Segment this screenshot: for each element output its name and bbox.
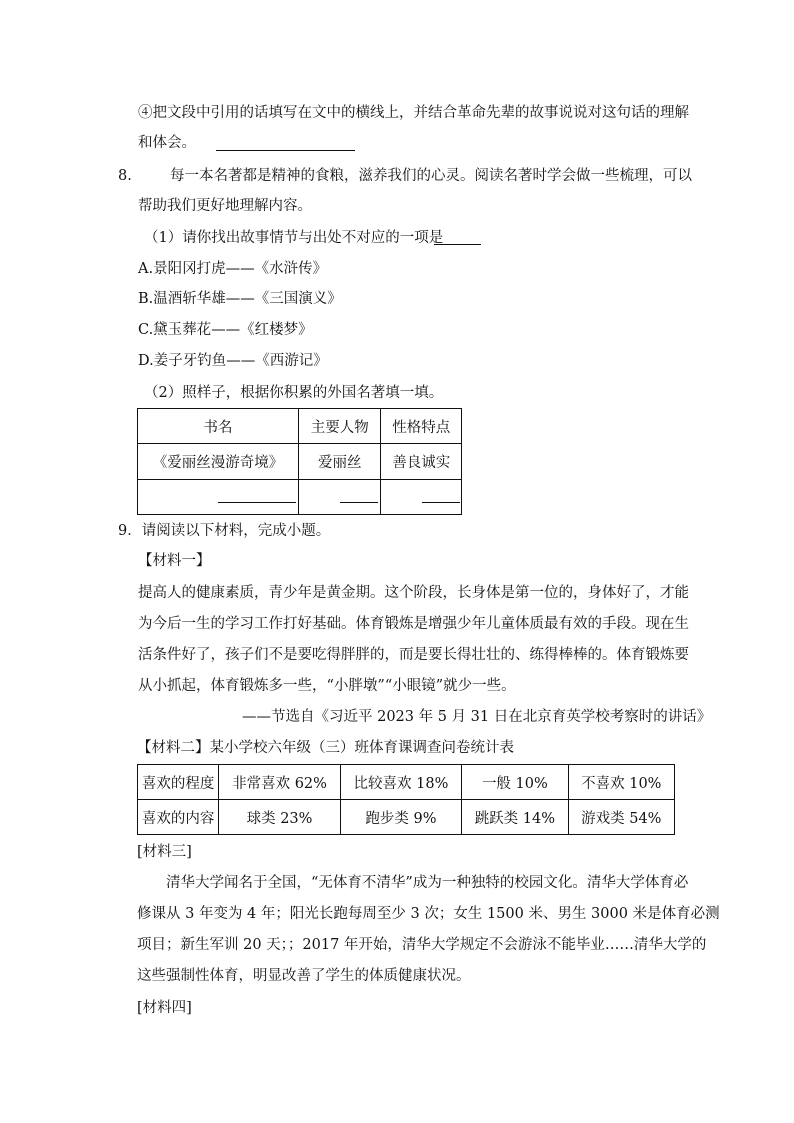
- q9-number-line: 9．请阅读以下材料，完成小题。: [118, 523, 331, 539]
- q8-books-table: [137, 408, 462, 515]
- material-3-line3: 项目；新生军训 20 天；；2017 年开始，清华大学规定不会游泳不能毕业……清华大学的: [137, 937, 707, 953]
- material-4-title: [材料四]: [137, 1000, 192, 1016]
- material-3-title: [材料三]: [137, 844, 192, 860]
- material-3-line4: 这些强制性体育，明显改善了学生的体质健康状况。: [137, 968, 471, 984]
- table-example-trait: 善良诚实: [381, 444, 462, 480]
- table-answer-character-cell[interactable]: [299, 480, 381, 515]
- material-1-line3: 活条件好了，孩子们不是要吃得胖胖的，而是要长得壮壮的、练得棒棒的。体育锻炼要: [138, 647, 689, 663]
- q8-sub2: （2）照样子，根据你积累的外国名著填一填。: [144, 385, 444, 401]
- table-answer-trait-cell[interactable]: [381, 480, 462, 515]
- q8-option-a: A.景阳冈打虎——《水浒传》: [138, 261, 328, 277]
- survey-cell: 游戏类 54%: [568, 800, 674, 835]
- survey-row-label: 喜欢的内容: [138, 800, 219, 835]
- survey-cell: 不喜欢 10%: [568, 765, 674, 800]
- table-example-character: 爱丽丝: [299, 444, 381, 480]
- survey-cell: 跳跃类 14%: [462, 800, 568, 835]
- table-header-book: 书名: [138, 409, 299, 444]
- table-answer-book-cell[interactable]: [138, 480, 299, 515]
- q8-stem-line1: 每一本名著都是精神的食粮，滋养我们的心灵。阅读名著时学会做一些梳理，可以: [170, 168, 692, 184]
- survey-table: [137, 764, 675, 835]
- survey-cell: 非常喜欢 62%: [219, 765, 340, 800]
- answer-blank-trait[interactable]: [422, 502, 460, 503]
- material-1-line2: 为今后一生的学习工作打好基础。体育锻炼是增强少年儿童体质最有效的手段。现在生: [138, 616, 689, 632]
- material-3-line2: 修课从 3 年变为 4 年；阳光长跑每周至少 3 次；女生 1500 米、男生 3000 米是体育必测: [137, 906, 720, 922]
- q7-item4-line2: 和体会。: [138, 135, 196, 151]
- table-header-character: 主要人物: [299, 409, 381, 444]
- table-example-book: 《爱丽丝漫游奇境》: [138, 444, 299, 480]
- q8-option-d: D.姜子牙钓鱼——《西游记》: [138, 353, 328, 369]
- survey-cell: 球类 23%: [219, 800, 340, 835]
- q8-stem-line2: 帮助我们更好地理解内容。: [138, 198, 312, 214]
- q8-number: 8.: [118, 168, 132, 184]
- material-1-line4: 从小抓起，体育锻炼多一些，“小胖墩”“小眼镜”就少一些。: [138, 678, 516, 694]
- material-1-title: 【材料一】: [138, 553, 211, 569]
- material-1-line1: 提高人的健康素质，青少年是黄金期。这个阶段，长身体是第一位的，身体好了，才能: [138, 585, 689, 601]
- q7-answer-blank[interactable]: [216, 150, 355, 151]
- material-2-title: 【材料二】某小学校六年级（三）班体育课调查问卷统计表: [137, 740, 514, 756]
- material-1-source: ——节选自《习近平 2023 年 5 月 31 日在北京育英学校考察时的讲话》: [242, 709, 712, 725]
- material-3-line1: 清华大学闻名于全国，“无体育不清华”成为一种独特的校园文化。清华大学体育必: [166, 875, 689, 891]
- survey-cell: 一般 10%: [462, 765, 568, 800]
- answer-blank-character[interactable]: [340, 502, 378, 503]
- q8-sub1: （1）请你找出故事情节与出处不对应的一项是: [144, 230, 444, 246]
- survey-cell: 比较喜欢 18%: [340, 765, 461, 800]
- survey-cell: 跑步类 9%: [340, 800, 461, 835]
- survey-row-label: 喜欢的程度: [138, 765, 219, 800]
- q8-sub1-blank[interactable]: [434, 244, 481, 245]
- q8-option-c: C.黛玉葬花——《红楼梦》: [138, 322, 313, 338]
- q8-option-b: B.温酒斩华雄——《三国演义》: [138, 291, 342, 307]
- q7-item4-line1: ④把文段中引用的话填写在文中的横线上，并结合革命先辈的故事说说对这句话的理解: [138, 105, 689, 121]
- answer-blank-book[interactable]: [218, 502, 296, 503]
- table-header-trait: 性格特点: [381, 409, 462, 444]
